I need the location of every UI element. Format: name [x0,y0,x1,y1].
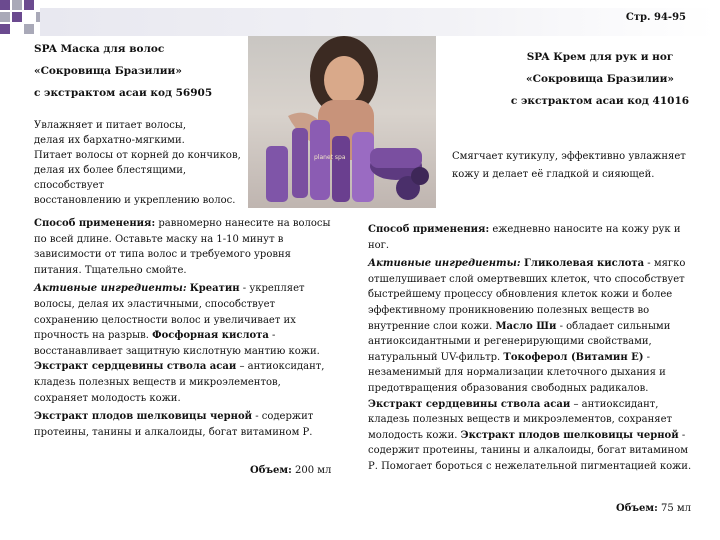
right-ingredient-text: - содержит протеины, танины и алкалоиды, богат витамином Р. Помогает бороться с нежелательной пигментацией кожи. [368,429,692,472]
right-usage-text: ежедневно наносите на кожу рук и ног. [368,224,681,251]
right-intro-line: кожу и делает её гладкой и сияющей. [452,169,655,180]
left-intro-line: восстановлению и укреплению волос. [34,195,236,206]
left-intro-line: делая их бархатно-мягкими. [34,135,185,146]
left-ingredient-name: Креатин [189,283,240,295]
right-title-line: с экстрактом асаи код 41016 [510,95,690,107]
left-ingredient-name: Экстракт плодов шелковицы черной [34,411,253,423]
left-ingredient-name: Экстракт сердцевины ствола асаи [34,361,237,373]
right-volume-label: Объем: [616,503,658,514]
left-usage-text: равномерно нанесите на волосы по всей длине. Оставьте маску на 1-10 минут в зависимости от типа волос и требуемого уровня питания. Тщательно смойте. [34,218,331,276]
right-title-line: SPA Крем для рук и ног [526,51,674,63]
product-photo-illustration [248,36,436,208]
right-product-title [490,46,710,112]
right-usage [368,222,694,253]
right-ingredient-text: - обладает сильными антиоксидантными и регенерирующими свойствами, натуральный UV-фильтр. [368,320,671,363]
left-ingredient-name: Фосфорная кислота [152,330,269,342]
right-title-line: «Сокровища Бразилии» [526,73,674,85]
left-volume-label: Объем: [250,465,292,476]
left-intro-line: делая их более блестящими, способствует [34,165,187,191]
right-volume-value: 75 мл [657,503,692,514]
product-brand-label: planet spa [314,154,346,161]
right-ingredient-text: - мягко отшелушивает слой омертвевших клеток, что способствует быстрейшему процессу обновления клеток кожи и более эффективному проникновению полезных веществ во внутренние слои кожи. [368,258,686,332]
page-number: Стр. 94-95 [625,12,686,23]
header-bar [40,8,716,36]
right-intro [452,148,702,184]
left-title-line: с экстрактом асаи код 56905 [34,87,213,99]
right-volume [616,502,706,516]
right-intro-line: Смягчает кутикулу, эффективно увлажняет [452,151,686,162]
product-photo [248,36,436,208]
left-volume-value: 200 мл [291,465,332,476]
left-ingredient-extra [34,409,336,440]
left-title-line: «Сокровища Бразилии» [34,65,182,77]
right-ingredients-label: Активные ингредиенты: [368,258,521,270]
right-ingredient-name: Токоферол (Витамин Е) [503,351,644,363]
left-intro-line: Увлажняет и питает волосы, [34,120,187,131]
left-ingredient-text: - содержит протеины, танины и алкалоиды, богат витамином Р. [34,411,314,438]
right-ingredient-name: Экстракт сердцевины ствола асаи [368,398,571,410]
right-ingredient-name: Масло Ши [495,320,557,332]
right-ingredient-text: – антиоксидант, кладезь полезных веществ и микроэлементов, сохраняет молодость кожи. [368,398,673,441]
left-ingredients [34,281,336,406]
right-ingredient-text: - незаменимый для нормализации клеточного дыхания и предотвращения образования свободных радикалов. [368,351,666,394]
left-description [34,216,336,440]
left-volume [250,464,340,478]
left-ingredient-text: – антиоксидант, кладезь полезных веществ и микроэлементов, сохраняет молодость кожи. [34,361,325,404]
right-ingredients [368,256,694,474]
left-title-line: SPA Маска для волос [34,43,165,55]
left-usage-label: Способ применения: [34,218,156,229]
right-usage-label: Способ применения: [368,224,490,235]
left-product-title [34,38,244,104]
right-description [368,222,694,475]
left-ingredient-text: - укрепляет волосы, делая их эластичными, способствует сохранению целостности волос и увеличивает их прочность на разрыв. [34,283,305,342]
left-ingredient-text: - восстанавливает защитную кислотную мантию кожи. [34,330,320,357]
left-intro [34,118,254,208]
left-ingredients-label: Активные ингредиенты: [34,283,187,295]
right-ingredient-name: Гликолевая кислота [520,258,645,270]
right-ingredient-name: Экстракт плодов шелковицы черной [460,429,679,441]
left-usage [34,216,336,278]
left-intro-line: Питает волосы от корней до кончиков, [34,150,241,161]
